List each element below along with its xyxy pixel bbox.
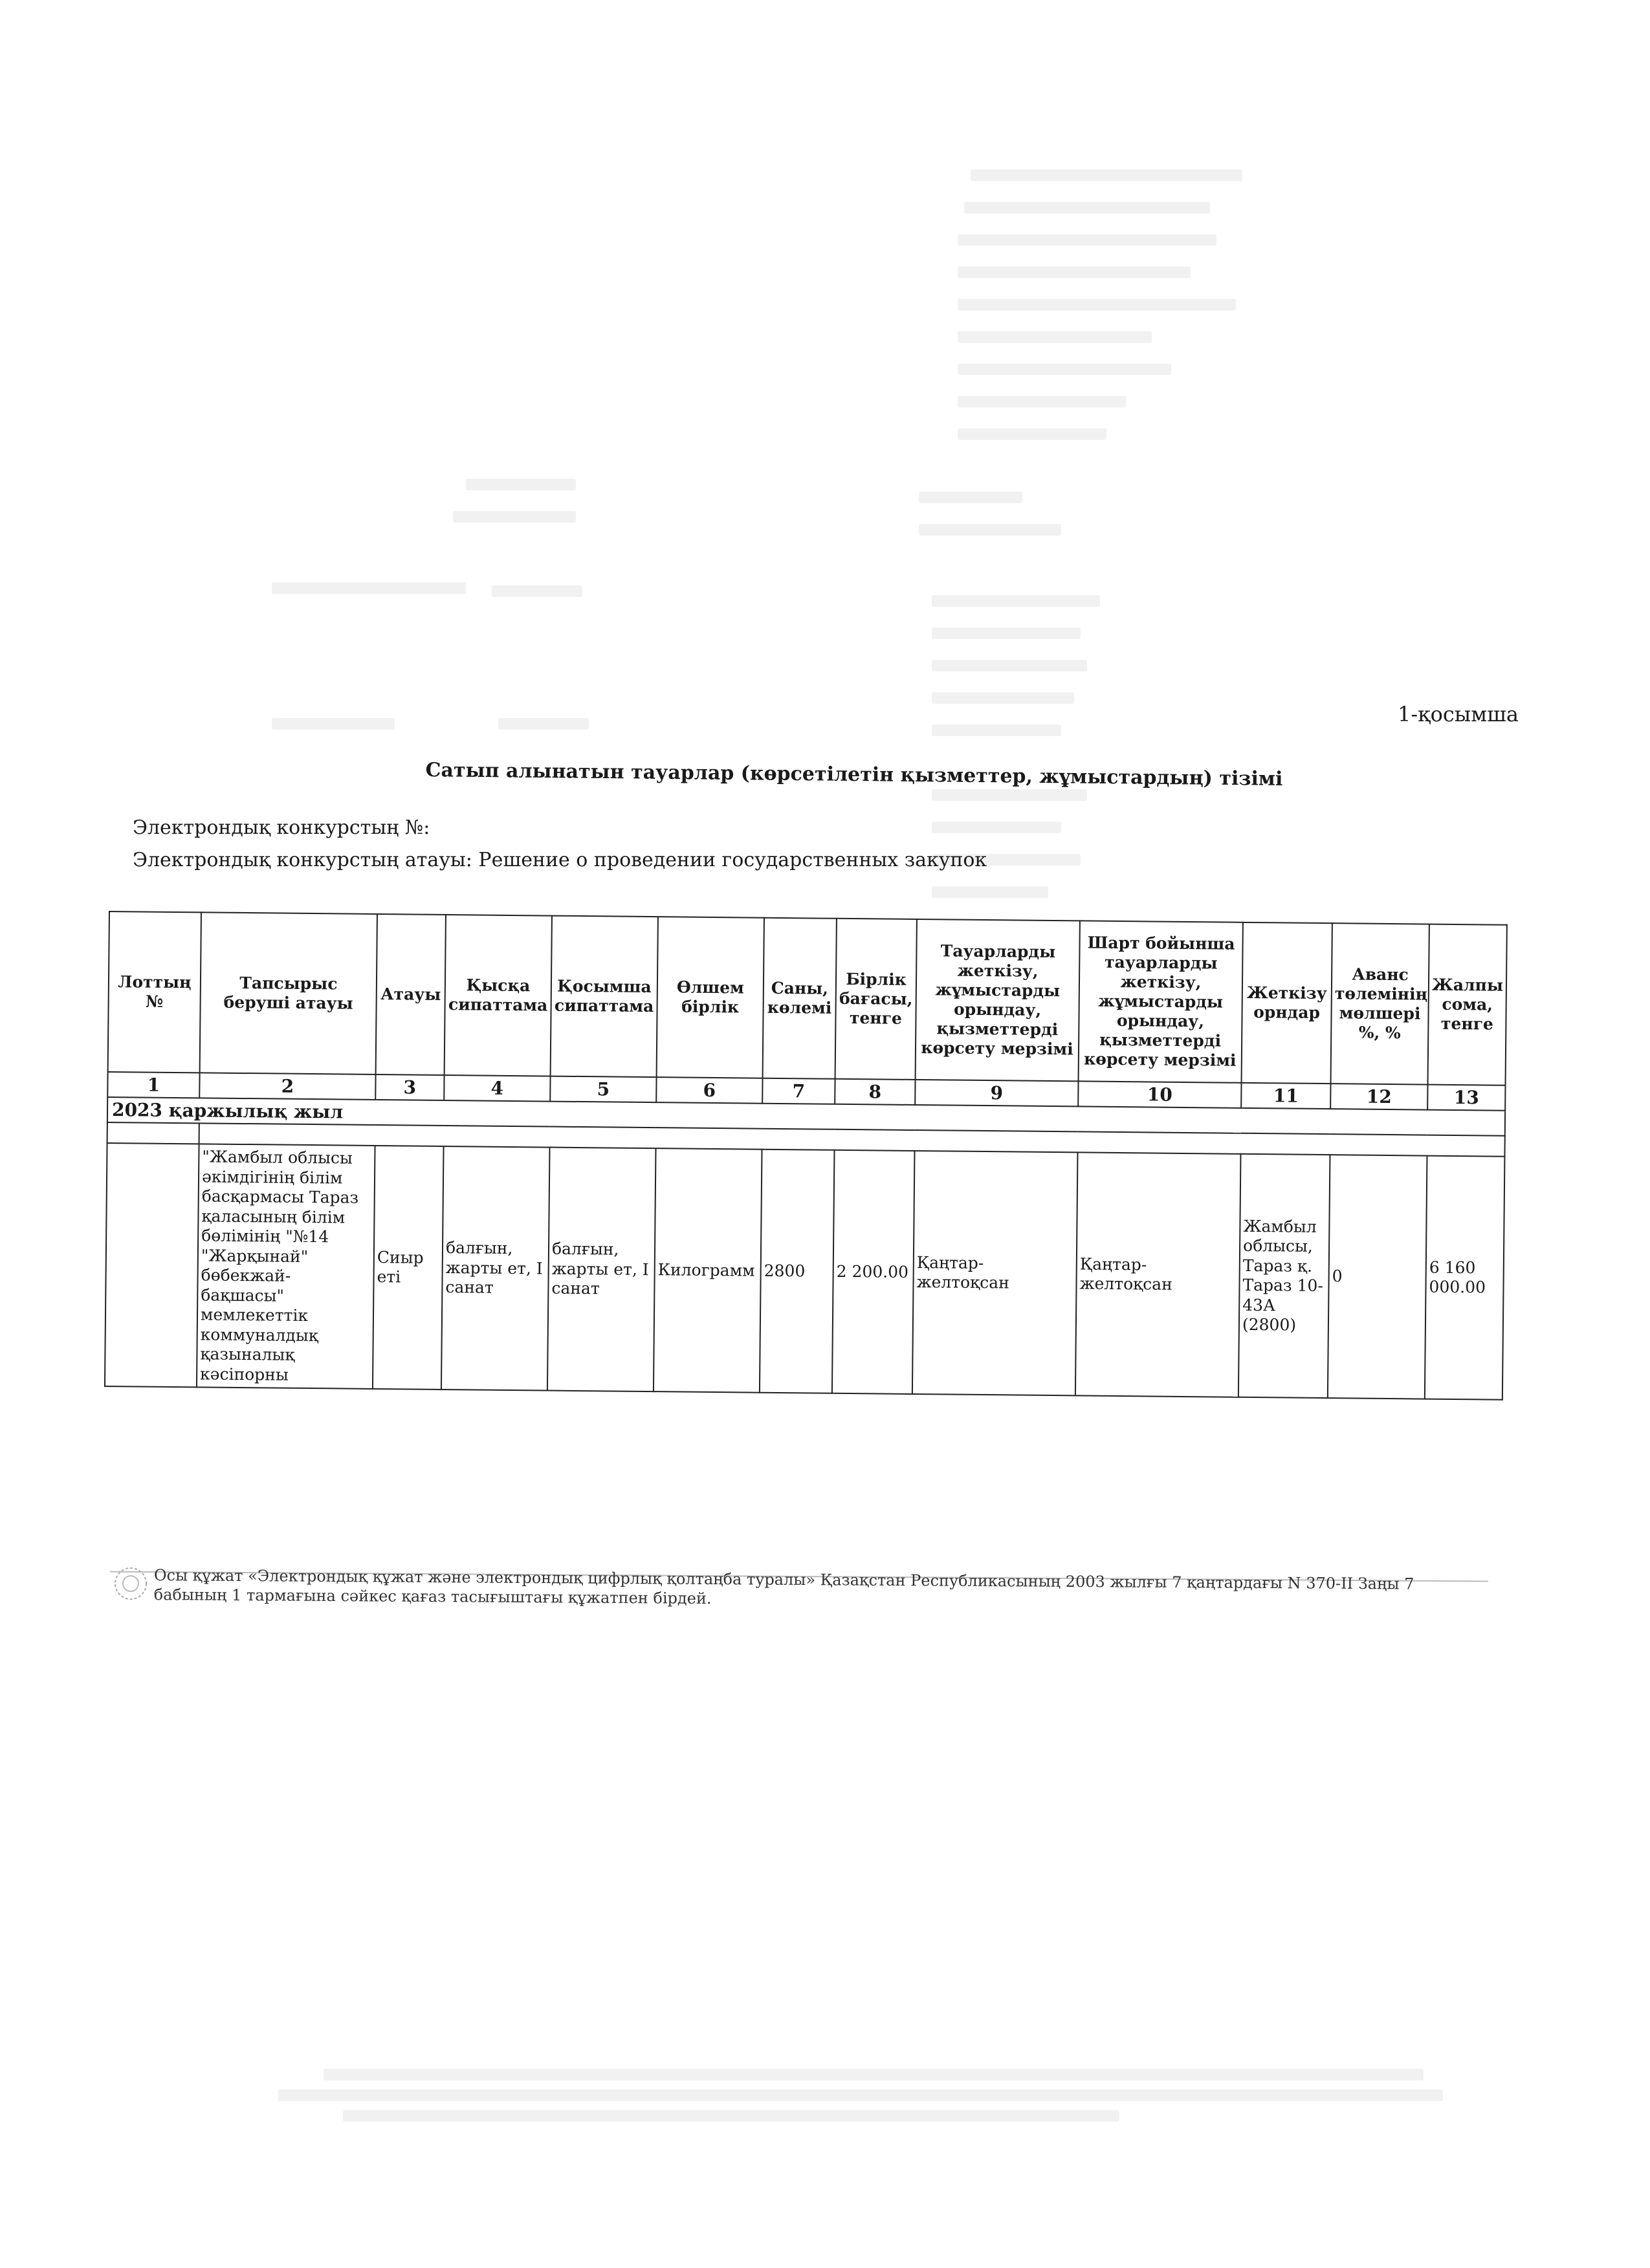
- goods-table: [104, 911, 1508, 1401]
- header-extra-description: Қосымша сипаттама: [551, 916, 658, 1078]
- contest-number-label: Электрондық конкурстың №:: [133, 816, 430, 839]
- header-unit-price: Бірлік бағасы, тенге: [835, 919, 917, 1080]
- header-customer: Тапсырыс беруші атауы: [200, 912, 377, 1074]
- name-cell: Сиыр еті: [373, 1146, 444, 1390]
- table-row: [105, 1143, 1505, 1400]
- annex-label: 1-қосымша: [1398, 702, 1519, 726]
- column-number: 9: [915, 1080, 1078, 1106]
- column-number: 1: [107, 1072, 199, 1098]
- column-number: 11: [1241, 1083, 1330, 1109]
- header-unit: Өлшем бірлік: [657, 917, 764, 1078]
- column-number: 8: [835, 1079, 915, 1105]
- header-delivery-period: Тауарларды жеткізу, жұмыстарды орындау, қызметтерді көрсету мерзімі: [916, 919, 1080, 1081]
- header-lot-number: Лоттың №: [108, 911, 201, 1073]
- header-quantity: Саны, көлемі: [763, 918, 837, 1079]
- column-number: 12: [1330, 1084, 1427, 1109]
- advance-cell: 0: [1328, 1155, 1427, 1399]
- total-cell: 6 160 000.00: [1425, 1156, 1505, 1400]
- legal-footer-note: Осы құжат «Электрондық құжат және электрондық цифрлық қолтаңба туралы» Қазақстан Республикасының 2003 жылғы 7 қаңтардағы N 370-II Заңы 7 бабының 1 тармағына сәйкес қағаз тасығыштағы құжатпен бірдей.: [153, 1566, 1414, 1608]
- unit-cell: Килограмм: [654, 1148, 762, 1393]
- quantity-cell: 2800: [760, 1150, 835, 1393]
- column-number: 13: [1427, 1085, 1505, 1111]
- delivery-period-cell: Қаңтар-желтоқсан: [912, 1151, 1078, 1395]
- delivery-place-cell: Жамбыл облысы, Тараз қ. Тараз 10-43А (2800): [1238, 1154, 1330, 1398]
- lot-cell: [105, 1143, 199, 1387]
- header-contract-period: Шарт бойынша тауарларды жеткізу, жұмыстарды орындау, қызметтерді көрсету мерзімі: [1079, 921, 1243, 1082]
- header-total: Жалпы сома, тенге: [1428, 924, 1507, 1085]
- column-number: 5: [550, 1076, 656, 1103]
- contract-period-cell: Қаңтар-желтоқсан: [1075, 1152, 1241, 1397]
- header-advance: Аванс төлемінің мөлшері %, %: [1331, 923, 1429, 1084]
- unit-price-cell: 2 200.00: [832, 1150, 915, 1394]
- document-title: Сатып алынатын тауарлар (көрсетілетін қызметтер, жұмыстардың) тізімі: [425, 759, 1283, 791]
- header-delivery-place: Жеткізу орндар: [1242, 922, 1332, 1084]
- table-header-row: [108, 911, 1507, 1085]
- goods-table-wrapper: [104, 911, 1506, 1401]
- column-number: 2: [199, 1073, 375, 1100]
- customer-cell: "Жамбыл облысы әкімдігінің білім басқармасы Тараз қаласының білім бөлімінің "№14 "Жарқынай" бөбекжай-бақшасы" мемлекеттік коммуналдық қазыналық кәсіпорны: [197, 1144, 375, 1389]
- spacer-cell: [107, 1122, 199, 1144]
- header-name: Атауы: [376, 914, 446, 1075]
- column-number: 4: [444, 1075, 550, 1102]
- header-short-description: Қысқа сипаттама: [445, 915, 552, 1076]
- column-number: 10: [1078, 1081, 1241, 1107]
- short-description-cell: балғын, жарты ет, I санат: [441, 1146, 550, 1391]
- extra-description-cell: балғын, жарты ет, I санат: [547, 1148, 656, 1392]
- contest-name-label: Электрондық конкурстың атауы: Решение о проведении государственных закупок: [133, 849, 987, 871]
- column-number: 3: [375, 1074, 444, 1100]
- fiscal-year-label: 2023 қаржылық жыл: [107, 1097, 1505, 1136]
- column-number: 6: [656, 1077, 762, 1104]
- column-number: 7: [762, 1078, 835, 1104]
- digital-signature-stamp-icon: [111, 1564, 150, 1603]
